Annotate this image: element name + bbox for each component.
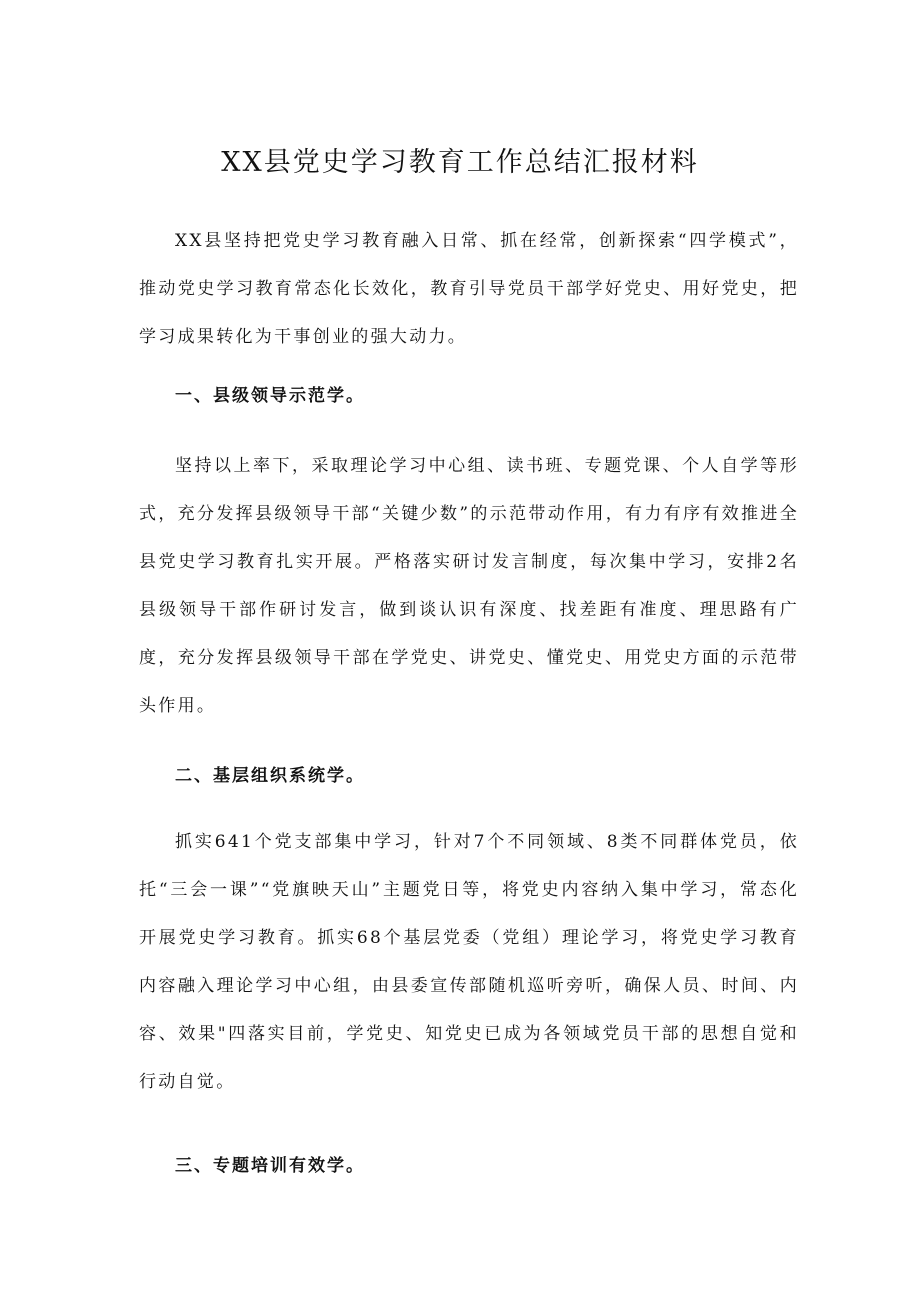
section-heading-2: 二、基层组织系统学。 xyxy=(175,766,365,786)
document-title: XX县党史学习教育工作总结汇报材料 xyxy=(221,147,699,178)
section-body-2: 抓实641个党支部集中学习，针对7个不同领域、8类不同群体党员，依托“三会一课”“党旗映天山”主题党日等，将党史内容纳入集中学习，常态化开展党史学习教育。抓实68个基层党委（党组）理论学习，将党史学习教育内容融入理论学习中心组，由县委宣传部随机巡听旁听，确保人员、时间、内容、效果"四落实目前，学党史、知党史已成为各领域党员干部的思想自觉和行动自觉。 xyxy=(139,832,799,1092)
intro-paragraph: XX县坚持把党史学习教育融入日常、抓在经常，创新探索“四学模式”，推动党史学习教育常态化长效化，教育引导党员干部学好党史、用好党史，把学习成果转化为干事创业的强大动力。 xyxy=(139,231,799,347)
section-heading-3: 三、专题培训有效学。 xyxy=(175,1156,365,1176)
section-body-1: 坚持以上率下，采取理论学习中心组、读书班、专题党课、个人自学等形式，充分发挥县级领导干部“关键少数”的示范带动作用，有力有序有效推进全县党史学习教育扎实开展。严格落实研讨发言制度，每次集中学习，安排2名县级领导干部作研讨发言，做到谈认识有深度、找差距有准度、理思路有广度，充分发挥县级领导干部在学党史、讲党史、懂党史、用党史方面的示范带头作用。 xyxy=(139,456,799,716)
section-heading-1: 一、县级领导示范学。 xyxy=(175,386,365,406)
